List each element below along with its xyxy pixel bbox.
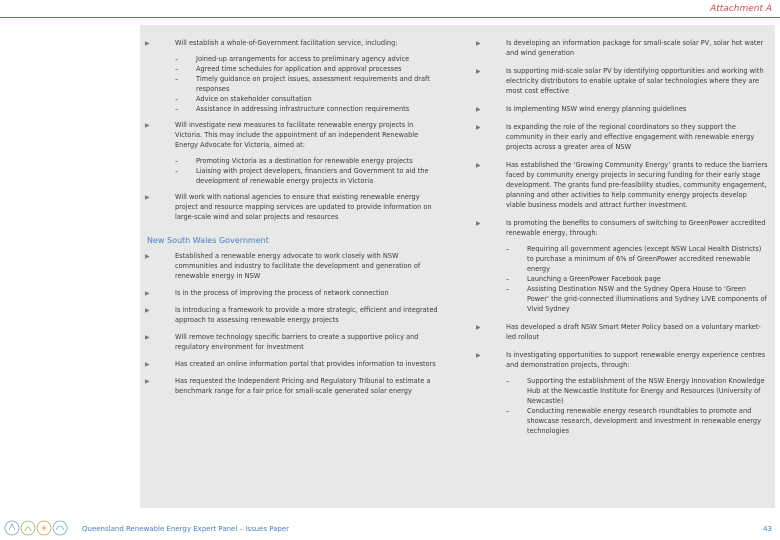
bullet-item [476,66,768,96]
sub-item-text: Timely guidance on project issues, assessment requirements and draft responses [196,75,430,93]
bullet-item [145,305,440,325]
sub-item [145,54,440,64]
sub-item [145,166,440,186]
bullet-arrow-icon: ▶ [145,290,150,297]
bullet-item [476,350,768,370]
dash-marker: – [175,95,179,103]
bullet-text: Has requested the Independent Pricing and Regulatory Tribunal to estimate a benchmark range for a fair price for small-scale generated solar energy [175,377,431,395]
bullet-text: Will work with national agencies to ensure that existing renewable energy project and resource mapping services are updated to provide information on large-scale wind and solar projects and resources [175,193,432,221]
sub-item-text: Liaising with project developers, financiers and Government to aid the development of renewable energy projects in Victoria [196,167,429,185]
sub-item [476,244,768,274]
dash-marker: – [506,377,510,385]
bullet-item [145,251,440,281]
bullet-text: Will remove technology specific barriers to create a supportive policy and regulatory environment for investment [175,333,419,351]
dash-marker: – [175,105,179,113]
dash-marker: – [506,275,510,283]
sub-item-text: Conducting renewable energy research roundtables to promote and showcase research, development and investment in renewable energy technologies [527,407,761,435]
bullet-arrow-icon: ▶ [476,352,481,359]
bullet-arrow-icon: ▶ [476,324,481,331]
bullet-text: Established a renewable energy advocate to work closely with NSW communities and industry to facilitate the development and generation of renewable energy in NSW [175,252,421,280]
bullet-item [145,359,440,369]
sub-item-text: Agreed time schedules for application and approval processes [196,65,402,73]
dash-marker: – [506,245,510,253]
sub-item [145,156,440,166]
bullet-text: Is investigating opportunities to support renewable energy experience centres and demonstration projects, through: [506,351,766,369]
sub-item-text: Promoting Victoria as a destination for renewable energy projects [196,157,413,165]
bullet-arrow-icon: ▶ [476,68,481,75]
right-column [476,38,768,444]
bullet-arrow-icon: ▶ [145,378,150,385]
bullet-text: Will investigate new measures to facilitate renewable energy projects in Victoria. This may include the appointment of an independent Renewable Energy Advocate for Victoria, aimed at: [175,121,419,149]
bullet-item [145,192,440,222]
bullet-arrow-icon: ▶ [145,40,150,47]
bullet-item [476,104,768,114]
bullet-text: Is expanding the role of the regional coordinators so they support the community in their early and effective engagement with renewable energy projects across a greater area of NSW [506,123,755,151]
sub-item [476,406,768,436]
bullet-text: Is implementing NSW wind energy planning guidelines [506,105,687,113]
bullet-arrow-icon: ▶ [476,40,481,47]
dash-marker: – [175,55,179,63]
sub-item-text: Assistance in addressing infrastructure connection requirements [196,105,410,113]
bullet-item [476,218,768,238]
sub-item-text: Joined-up arrangements for access to preliminary agency advice [196,55,410,63]
sub-item [476,284,768,314]
dash-marker: – [175,167,179,175]
bullet-item [145,376,440,396]
bullet-arrow-icon: ▶ [145,253,150,260]
dash-marker: – [175,65,179,73]
header-rule [0,17,780,18]
section-heading: New South Wales Government [147,236,269,245]
bullet-arrow-icon: ▶ [145,334,150,341]
bullet-text: Is supporting mid-scale solar PV by identifying opportunities and working with electricity distributors to enable uptake of solar technologies where they are most cost effective [506,67,764,95]
dash-marker: – [506,407,510,415]
bullet-arrow-icon: ▶ [145,194,150,201]
bullet-arrow-icon: ▶ [145,122,150,129]
attachment-label: Attachment A [710,4,772,14]
sub-item-text: Launching a GreenPower Facebook page [527,275,661,283]
sub-item-text: Requiring all government agencies (except NSW Local Health Districts) to purchase a minimum of 6% of GreenPower accredited renewable energy [527,245,762,273]
bullet-item [145,38,440,48]
bullet-arrow-icon: ▶ [476,220,481,227]
bullet-text: Is in the process of improving the process of network connection [175,289,389,297]
bullet-arrow-icon: ▶ [476,106,481,113]
footer-title: Queensland Renewable Energy Expert Panel – Issues Paper [82,525,290,533]
dash-marker: – [175,75,179,83]
bullet-text: Is developing an information package for small-scale solar PV, solar hot water and wind generation [506,39,764,57]
sub-item [476,274,768,284]
bullet-item [476,322,768,342]
sub-item [145,104,440,114]
bullet-text: Has created an online information portal that provides information to investors [175,360,436,368]
bullet-item [145,288,440,298]
bullet-item [476,122,768,152]
dash-marker: – [506,285,510,293]
dash-marker: – [175,157,179,165]
sub-item-text: Advice on stakeholder consultation [196,95,312,103]
bullet-text: Is promoting the benefits to consumers of switching to GreenPower accredited renewable energy, through: [506,219,766,237]
sub-item [145,94,440,104]
bullet-item [145,332,440,352]
bullet-item [476,38,768,58]
bullet-arrow-icon: ▶ [476,162,481,169]
bullet-text: Will establish a whole-of-Government facilitation service, including: [175,39,398,47]
bullet-arrow-icon: ▶ [145,361,150,368]
bullet-item [476,160,768,210]
bullet-text: Has established the ‘Growing Community Energy’ grants to reduce the barriers faced by community energy projects in securing funding for their early stage development. The grants fund pre-feasibility studies, community engagement, planning and other activities to help community energy projects develop viable business models and attract further investment. [506,161,768,209]
sub-item-text: Assisting Destination NSW and the Sydney Opera House to ‘Green Power’ the grid-connected illuminations and Sydney LIVE components of Vivid Sydney [527,285,767,313]
bullet-arrow-icon: ▶ [145,307,150,314]
bullet-item [145,120,440,150]
sub-item [476,376,768,406]
bullet-text: Has developed a draft NSW Smart Meter Policy based on a voluntary market-led rollout [506,323,761,341]
footer-logo-icon [4,518,72,538]
bullet-text: Is introducing a framework to provide a more strategic, efficient and integrated approach to assessing renewable energy projects [175,306,438,324]
left-column [145,38,440,403]
sub-item-text: Supporting the establishment of the NSW Energy Innovation Knowledge Hub at the Newcastle Institute for Energy and Resources (University of Newcastle) [527,377,765,405]
page-number: 43 [763,525,772,533]
sub-item [145,64,440,74]
sub-item [145,74,440,94]
bullet-arrow-icon: ▶ [476,124,481,131]
